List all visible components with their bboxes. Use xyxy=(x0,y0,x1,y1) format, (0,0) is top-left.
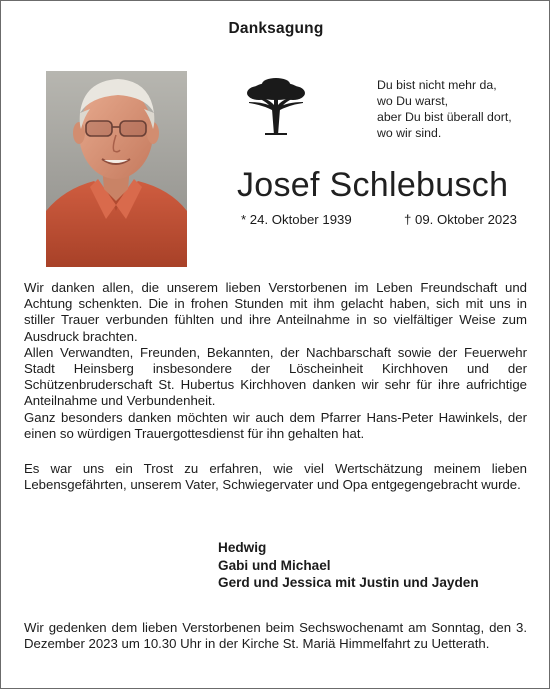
poem-line: Du bist nicht mehr da, xyxy=(377,78,497,92)
memorial-paragraph: Wir gedenken dem lieben Verstorbenen beim Sechswochenamt am Sonntag, den 3. Dezember 2023 um 10.30 Uhr in der Kirche St. Mariä Himmelfahrt zu Uetterath. xyxy=(24,620,527,652)
thanks-paragraph: Allen Verwandten, Freunden, Bekannten, der Nachbarschaft sowie der Feuerwehr Stadt Heinsberg insbesondere der Löscheinheit Kirchhoven und der Schützenbruderschaft St. Hubertus Kirchhoven danken wir sehr für ihre aufrichtige Anteilnahme und Verbundenheit. xyxy=(24,344,527,409)
portrait-photo xyxy=(46,71,187,267)
poem-line: wo wir sind. xyxy=(377,126,442,140)
signature-line: Hedwig xyxy=(218,540,267,555)
death-date: † 09. Oktober 2023 xyxy=(404,212,517,227)
signature-line: Gerd und Jessica mit Justin und Jayden xyxy=(218,575,479,590)
birth-date: * 24. Oktober 1939 xyxy=(241,212,352,227)
consolation-paragraph: Es war uns ein Trost zu erfahren, wie viel Wertschätzung meinem lieben Lebensgefährten, unserem Vater, Schwiegervater und Opa entgegengebracht wurde. xyxy=(24,461,527,493)
thanks-text xyxy=(24,280,527,442)
thanks-paragraph: Wir danken allen, die unserem lieben Verstorbenen im Leben Freundschaft und Achtung schenkten. Die in frohen Stunden mit ihm gelacht haben, sich mit uns in stiller Trauer verbunden fühlten und ihre Anteilnahme in so vielfältiger Weise zum Ausdruck brachten. xyxy=(24,280,527,344)
poem xyxy=(377,77,542,141)
thanks-paragraph: Ganz besonders danken möchten wir auch dem Pfarrer Hans-Peter Hawinkels, der einen so würdigen Trauergottesdienst für ihn gehalten hat. xyxy=(24,409,527,441)
poem-line: aber Du bist überall dort, xyxy=(377,110,512,124)
consolation-text xyxy=(24,461,527,493)
deceased-name: Josef Schlebusch xyxy=(237,166,509,204)
family-signatures xyxy=(218,539,479,592)
poem-line: wo Du warst, xyxy=(377,94,449,108)
tree-icon xyxy=(241,75,311,135)
notice-heading: Danksagung xyxy=(228,20,324,37)
memorial-service-text xyxy=(24,620,527,652)
signature-line: Gabi und Michael xyxy=(218,557,331,573)
